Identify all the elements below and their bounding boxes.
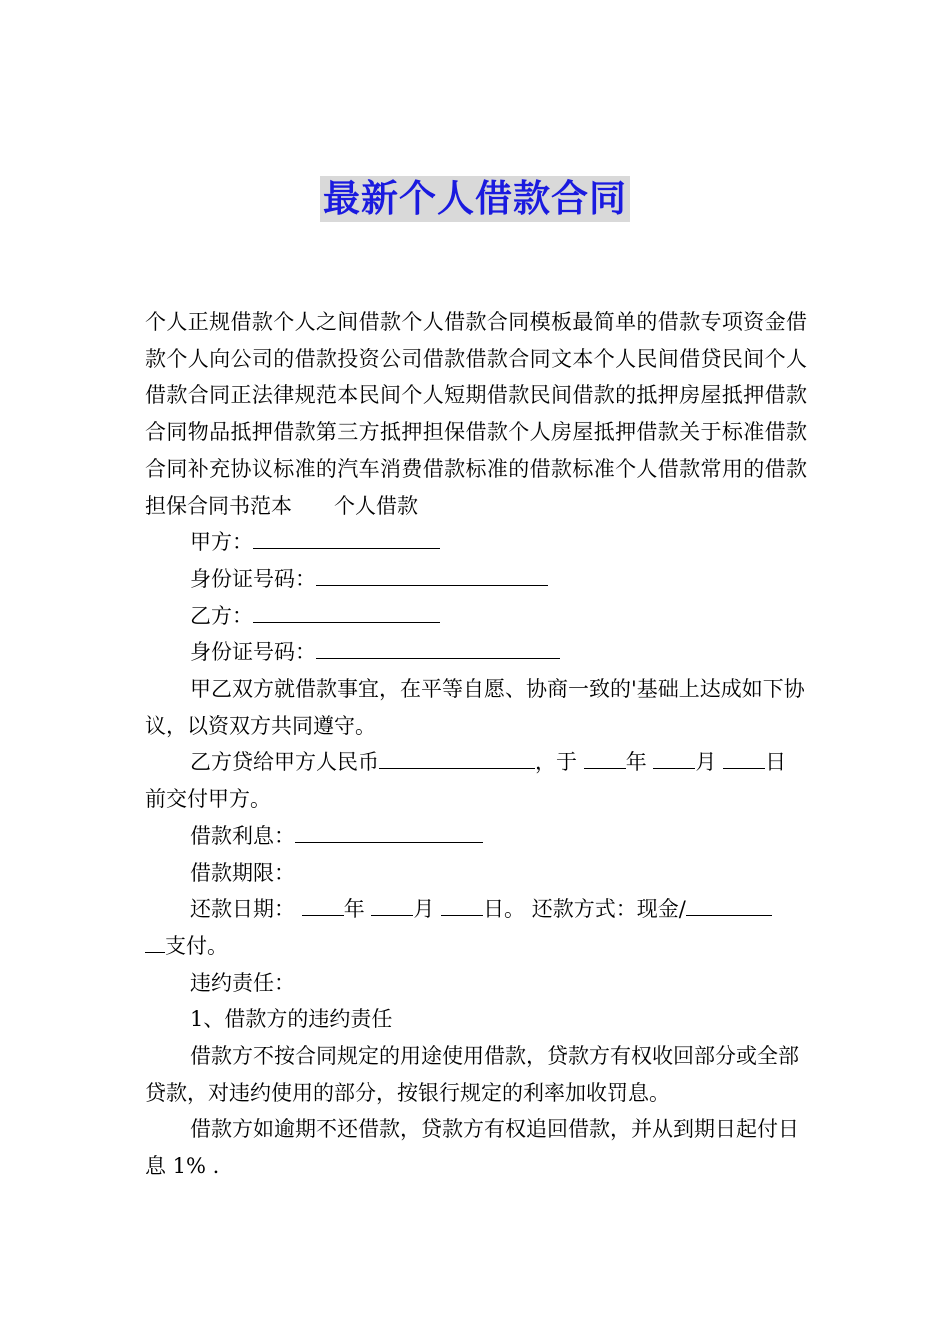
loan-day-blank (723, 748, 765, 769)
repay-month-label: 月 (413, 897, 435, 922)
loan-text-2: ，于 (535, 750, 577, 775)
clause2-paragraph: 借款方如逾期不还借款，贷款方有权追回借款，并从到期日起付日息 1% . (145, 1117, 799, 1179)
repay-year-label: 年 (343, 897, 365, 922)
repay-method-blank-2 (145, 932, 165, 953)
section1-heading: 1、借款方的违约责任 (190, 1007, 393, 1032)
id-b-line (145, 634, 807, 671)
party-b-line (145, 598, 807, 635)
repay-day-blank (441, 895, 483, 916)
clause1-paragraph: 借款方不按合同规定的用途使用借款，贷款方有权收回部分或全部贷款，对违约使用的部分，按银行规定的利率加收罚息。 (145, 1044, 799, 1105)
loan-month-blank (653, 748, 695, 769)
agreement-paragraph: 甲乙双方就借款事宜，在平等自愿、协商一致的'基础上达成如下协议，以资双方共同遵守。 (145, 677, 805, 738)
id-a-line (145, 561, 807, 598)
repay-method-blank (686, 895, 772, 916)
loan-day-label: 日 (765, 750, 787, 775)
loan-amount-blank (379, 748, 535, 769)
id-a-label: 身份证号码： (190, 566, 316, 591)
document-title: 最新个人借款合同 (320, 176, 630, 222)
party-b-blank (253, 602, 440, 623)
intro-paragraph: 个人正规借款个人之间借款个人借款合同模板最简单的借款专项资金借款个人向公司的借款投资公司借款借款合同文本个人民间借贷民间个人借款合同正法律规范本民间个人短期借款民间借款的抵押房屋抵押借款合同物品抵押借款第三方抵押担保借款个人房屋抵押借款关于标准借款合同补充协议标准的汽车消费借款标准的借款标准个人借款常用的借款担保合同书范本 个人借款 (145, 310, 807, 518)
term-label: 借款期限： (190, 860, 295, 885)
party-a-line (145, 524, 807, 561)
document-body (145, 304, 807, 1185)
interest-blank (295, 822, 483, 843)
party-a-blank (253, 528, 440, 549)
repay-month-blank (371, 895, 413, 916)
id-a-blank (316, 565, 548, 586)
loan-year-blank (584, 748, 626, 769)
repay-end: 支付。 (165, 933, 228, 958)
repay-year-blank (302, 895, 344, 916)
repay-method: 还款方式：现金/ (531, 897, 686, 922)
loan-paragraph (145, 744, 807, 817)
interest-line (145, 818, 807, 855)
liability-heading: 违约责任： (190, 970, 295, 995)
repay-day-label: 日。 (483, 897, 526, 922)
loan-text-3: 前交付甲方。 (145, 787, 271, 812)
interest-label: 借款利息： (190, 823, 295, 848)
party-b-label: 乙方： (190, 603, 253, 628)
party-a-label: 甲方： (190, 530, 253, 555)
loan-month-label: 月 (695, 750, 717, 775)
loan-year-label: 年 (625, 750, 647, 775)
id-b-blank (316, 638, 560, 659)
repay-label: 还款日期： (190, 897, 295, 922)
id-b-label: 身份证号码： (190, 640, 316, 665)
loan-text-1: 乙方贷给甲方人民币 (190, 750, 379, 775)
term-line (145, 855, 807, 892)
repay-paragraph (145, 891, 807, 964)
